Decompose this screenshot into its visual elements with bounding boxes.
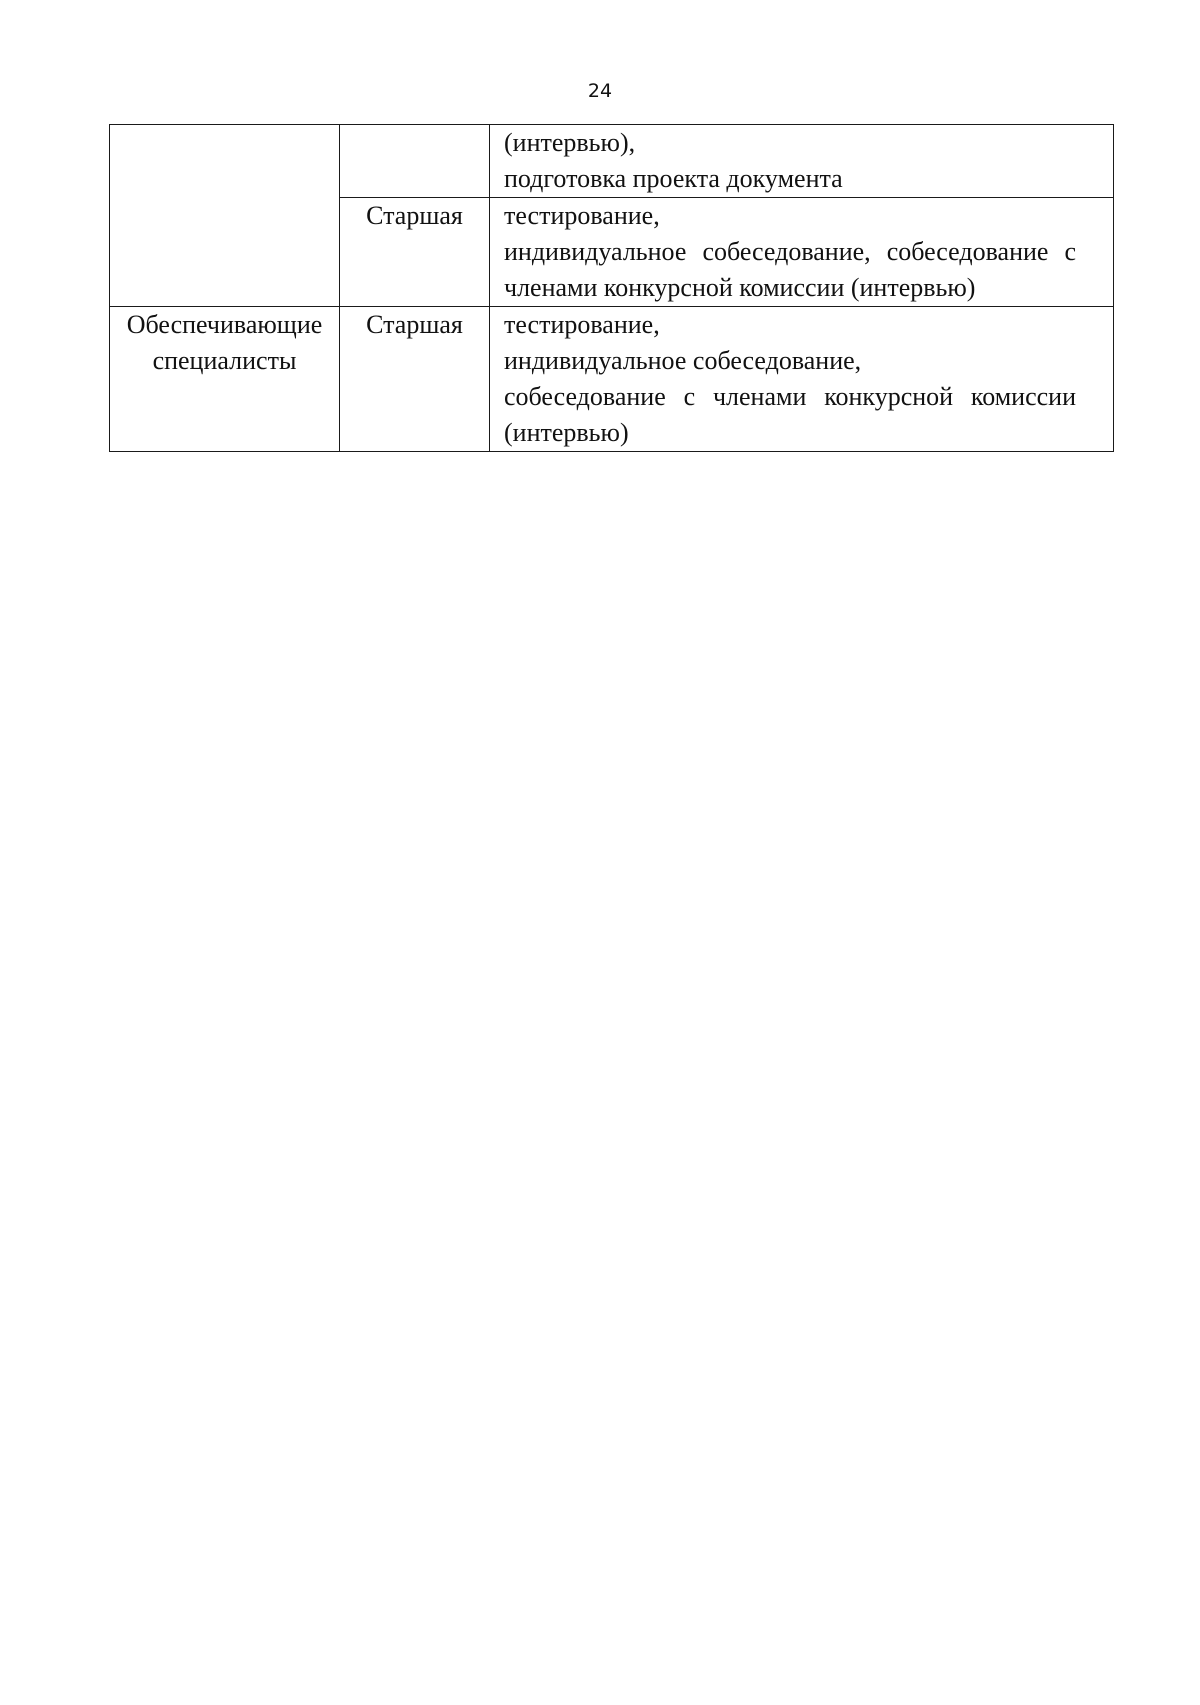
method-line: собеседование с членами конкурсной комиссии <box>504 382 1076 411</box>
group-cell <box>340 307 490 452</box>
group-cell <box>340 198 490 307</box>
method-line: индивидуальное собеседование, <box>504 346 862 375</box>
methods-cell <box>490 198 1114 307</box>
methods-cell <box>490 307 1114 452</box>
selection-methods-table <box>109 124 1114 452</box>
table-row <box>110 125 1114 198</box>
table-row <box>110 307 1114 452</box>
group-cell <box>340 125 490 198</box>
method-line: тестирование, <box>504 201 660 230</box>
group-label: Старшая <box>366 201 463 230</box>
method-line: (интервью) <box>504 418 629 447</box>
methods-cell <box>490 125 1114 198</box>
method-line: индивидуальное собеседование, собеседование с <box>504 237 1076 266</box>
method-line: членами конкурсной комиссии (интервью) <box>504 273 976 302</box>
category-label: Обеспечивающие специалисты <box>126 310 323 375</box>
method-line: (интервью), <box>504 128 636 157</box>
category-cell <box>110 307 340 452</box>
page-number: 24 <box>587 80 613 102</box>
method-line: тестирование, <box>504 310 660 339</box>
category-cell-continued <box>110 125 340 307</box>
method-line: подготовка проекта документа <box>504 164 843 193</box>
group-label: Старшая <box>366 310 463 339</box>
